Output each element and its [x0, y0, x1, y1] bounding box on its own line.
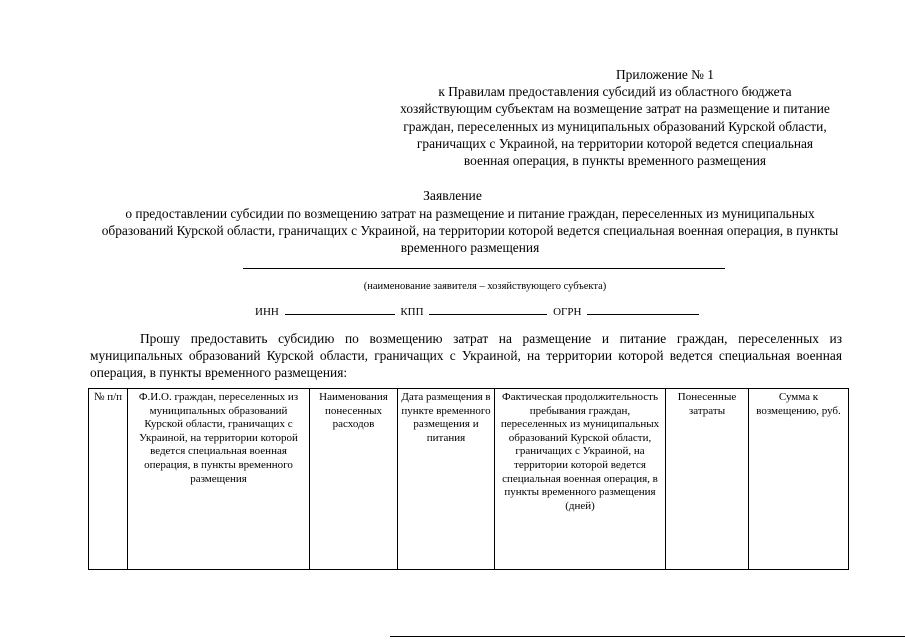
request-paragraph: Прошу предоставить субсидию по возмещению затрат на размещение и питание граждан, переселенных из муниципальных образований Курской области, граничащих с Украиной, на территории которой ведется специальная военная операция, в пункты временного размещения: [90, 331, 842, 380]
appendix-header [395, 66, 835, 169]
header-cell-placement-date: Дата размещения в пункте временного размещения и питания [398, 389, 495, 570]
applicant-name-line [243, 268, 725, 269]
ogrn-label: ОГРН [553, 306, 582, 318]
kpp-label: КПП [400, 306, 424, 318]
appendix-text: к Правилам предоставления субсидий из областного бюджета хозяйствующим субъектам на возмещение затрат на размещение и питание граждан, переселенных из муниципальных образований Курской области, граничащих с Украиной, на территории которой ведется специальная военная операция, в пункты временного размещения [400, 84, 830, 169]
header-cell-costs: Понесенные затраты [666, 389, 749, 570]
ogrn-field-line [587, 304, 699, 315]
next-row-border [390, 636, 905, 637]
inn-field-line [285, 304, 395, 315]
expenses-table [88, 388, 849, 570]
header-cell-fio: Ф.И.О. граждан, переселенных из муниципальных образований Курской области, граничащих с Украиной, на территории которой ведется специальная военная операция, в пункты временного размещения [128, 389, 310, 570]
header-cell-reimbursement: Сумма к возмещению, руб. [749, 389, 849, 570]
table-header-row [89, 389, 849, 570]
header-cell-expense-names: Наименования понесенных расходов [310, 389, 398, 570]
applicant-caption: (наименование заявителя – хозяйствующего субъекта) [363, 281, 607, 292]
inn-label: ИНН [255, 306, 279, 318]
appendix-number: Приложение № 1 [615, 67, 715, 82]
header-cell-number: № п/п [89, 389, 128, 570]
kpp-field-line [429, 304, 547, 315]
statement-title: Заявление [423, 188, 482, 203]
header-cell-duration: Фактическая продолжительность пребывания граждан, переселенных из муниципальных образований Курской области, граничащих с Украиной, на территории которой ведется специальная военная операция, в пункты временного размещения (дней) [495, 389, 666, 570]
statement-subtitle: о предоставлении субсидии по возмещению затрат на размещение и питание граждан, переселенных из муниципальных образований Курской области, граничащих с Украиной, на территории которой ведется специальная военная операция, в пункты временного размещения [101, 206, 839, 255]
identifiers-row [255, 304, 702, 318]
